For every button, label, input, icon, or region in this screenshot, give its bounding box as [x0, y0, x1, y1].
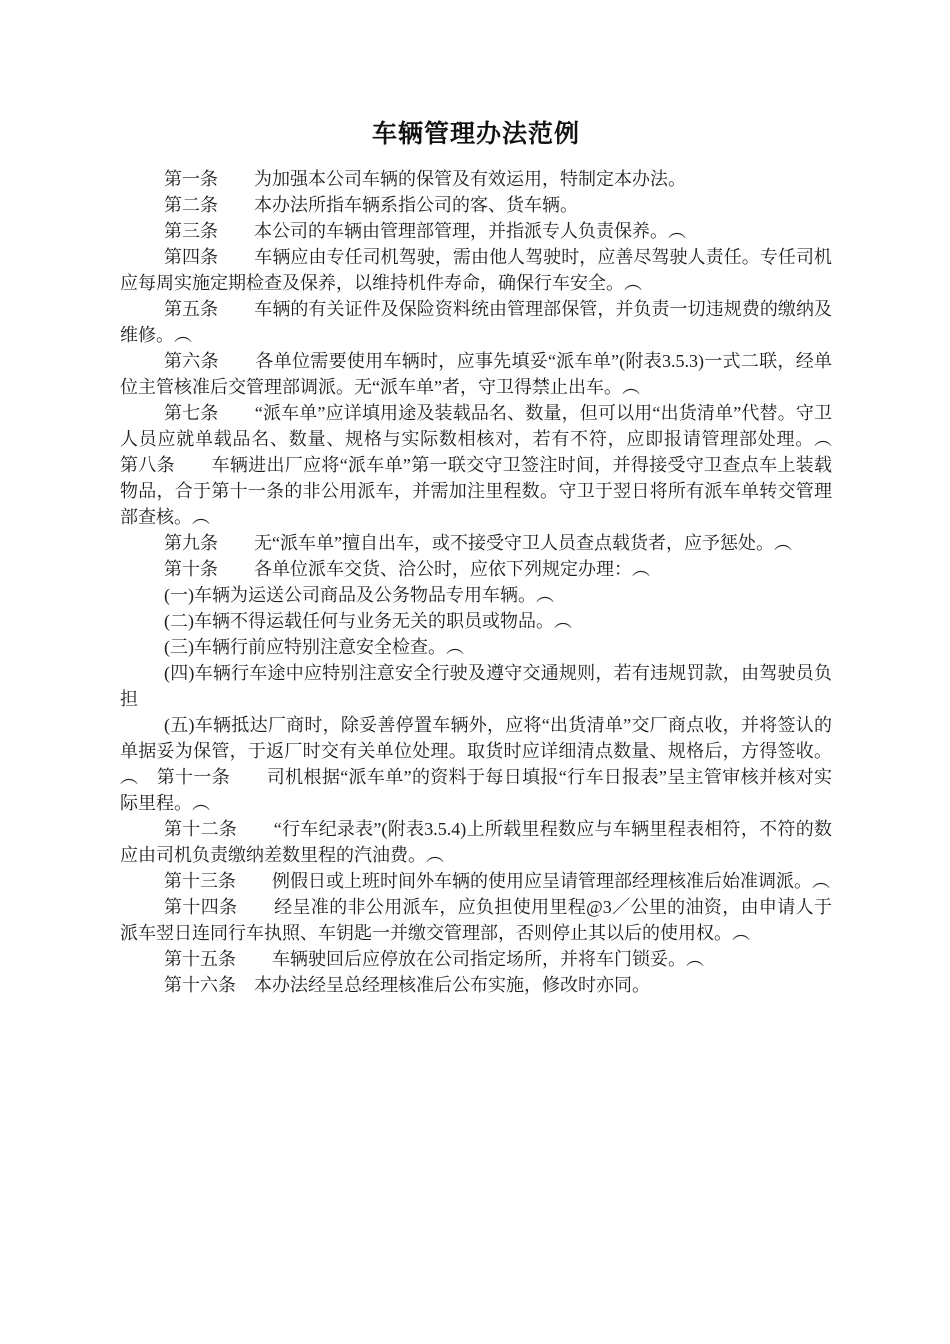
list-item-5-article-11: (五)车辆抵达厂商时，除妥善停置车辆外，应将“出货清单”交厂商点收，并将签认的单据妥为保管，于返厂时交有关单位处理。取货时应详细清点数量、规格后，方得签收。︵ 第十一条 司机根据“派车单”的资料于每日填报“行车日报表”呈主管审核并核对实际里程。︵: [120, 715, 832, 813]
list-item-3: (三)车辆行前应特别注意安全检查。︵: [164, 637, 464, 657]
article-paragraph-10: 第十条 各单位派车交货、洽公时，应依下列规定办理：︵: [164, 559, 650, 579]
article-paragraph-2: 第二条 本办法所指车辆系指公司的客、货车辆。: [164, 195, 578, 215]
list-item-1: (一)车辆为运送公司商品及公务物品专用车辆。︵: [164, 585, 554, 605]
article-paragraph-12: 第十二条 “行车纪录表”(附表3.5.4)上所载里程数应与车辆里程表相符，不符的数应由司机负责缴纳差数里程的汽油费。︵: [120, 819, 832, 865]
article-paragraph-3: 第三条 本公司的车辆由管理部管理，并指派专人负责保养。︵: [164, 221, 686, 241]
article-paragraph-6: 第六条 各单位需要使用车辆时，应事先填妥“派车单”(附表3.5.3)一式二联，经单位主管核准后交管理部调派。无“派车单”者，守卫得禁止出车。︵: [120, 351, 832, 397]
article-paragraph-14: 第十四条 经呈准的非公用派车，应负担使用里程@3／公里的油资，由申请人于派车翌日连同行车执照、车钥匙一并缴交管理部，否则停止其以后的使用权。︵: [120, 897, 832, 943]
article-paragraph-13: 第十三条 例假日或上班时间外车辆的使用应呈请管理部经理核准后始准调派。︵: [164, 871, 830, 891]
document-title: 车辆管理办法范例: [371, 120, 580, 148]
article-paragraph-15: 第十五条 车辆驶回后应停放在公司指定场所，并将车门锁妥。︵: [164, 949, 704, 969]
article-paragraph-4: 第四条 车辆应由专任司机驾驶，需由他人驾驶时，应善尽驾驶人责任。专任司机应每周实施定期检查及保养，以维持机件寿命，确保行车安全。︵: [120, 247, 832, 293]
article-paragraph-5: 第五条 车辆的有关证件及保险资料统由管理部保管，并负责一切违规费的缴纳及维修。︵: [120, 299, 832, 345]
document-body: [120, 166, 850, 998]
article-paragraph-9: 第九条 无“派车单”擅自出车，或不接受守卫人员查点载货者，应予惩处。︵: [164, 533, 792, 553]
list-item-4: (四)车辆行车途中应特别注意安全行驶及遵守交通规则，若有违规罚款，由驾驶员负担: [120, 663, 832, 709]
article-paragraph-16: 第十六条 本办法经呈总经理核准后公布实施，修改时亦同。: [164, 975, 650, 995]
article-paragraph-7-8: 第七条 “派车单”应详填用途及装载品名、数量，但可以用“出货清单”代替。守卫人员应就单载品名、数量、规格与实际数相核对，若有不符，应即报请管理部处理。︵ 第八条 车辆进出厂应将“派车单”第一联交守卫签注时间，并得接受守卫查点车上装载物品，合于第十一条的非公用派车，并需加注里程数。守卫于翌日将所有派车单转交管理部查核。︵: [120, 403, 850, 527]
article-paragraph-1: 第一条 为加强本公司车辆的保管及有效运用，特制定本办法。: [164, 169, 686, 189]
list-item-2: (二)车辆不得运载任何与业务无关的职员或物品。︵: [164, 611, 572, 631]
document-content: [120, 118, 850, 998]
